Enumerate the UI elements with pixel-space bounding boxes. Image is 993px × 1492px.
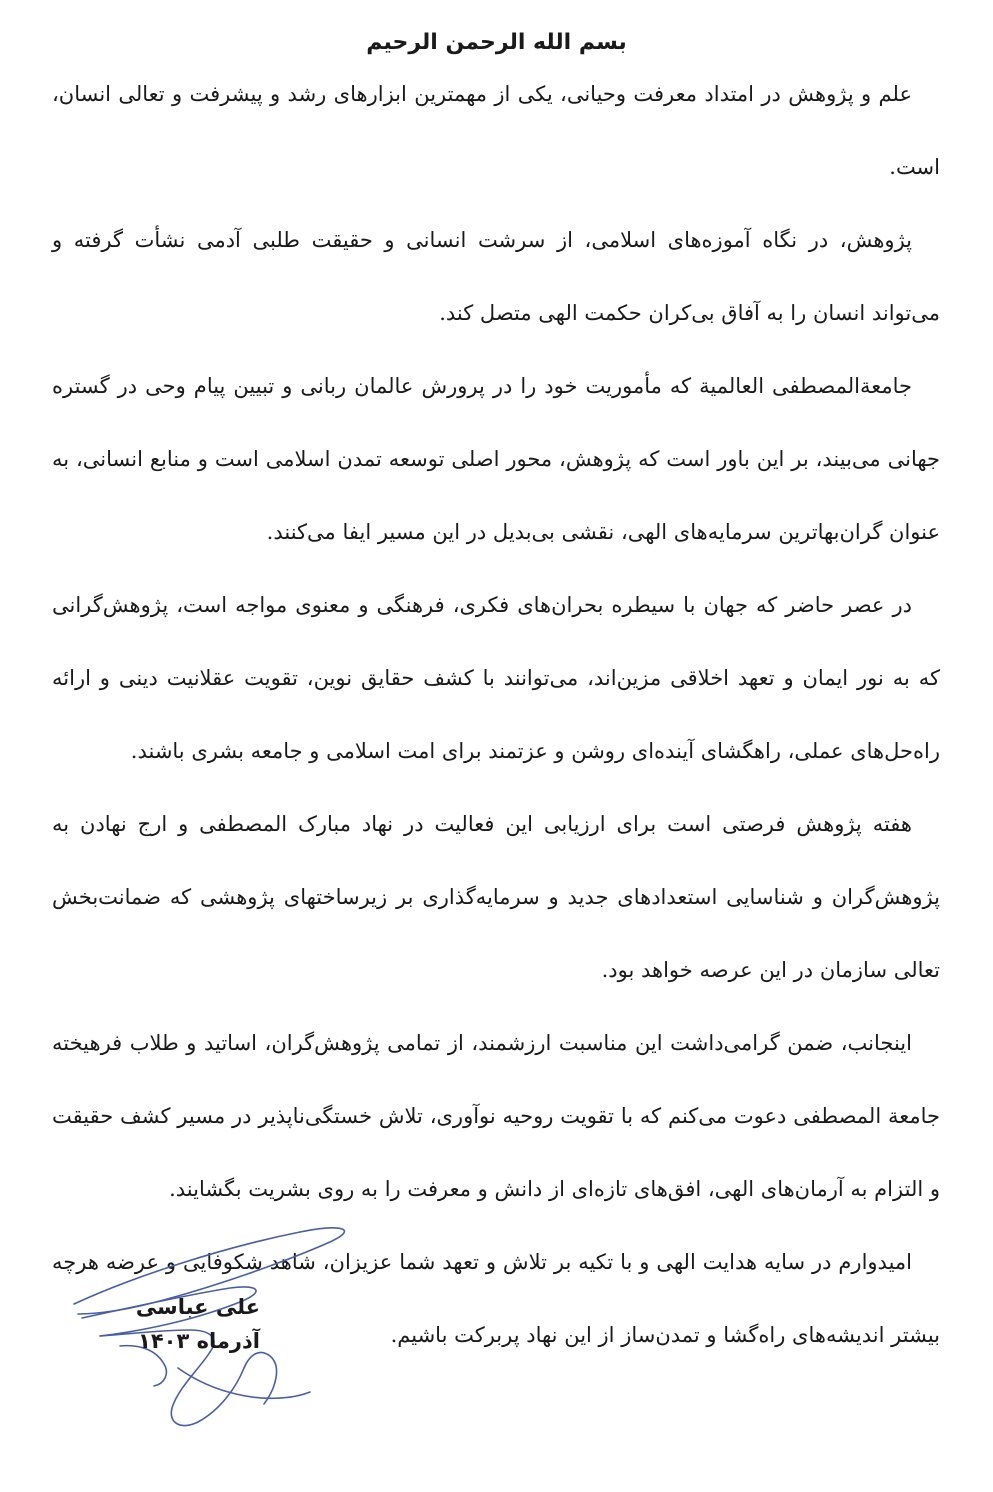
paragraph: پژوهش، در نگاه آموزه‌های اسلامی، از سرشت انسانی و حقیقت طلبی آدمی نشأت گرفته و می‌تواند انسان را به آفاق بی‌کران حکمت الهی متصل کند.: [52, 228, 940, 325]
signature-block: [120, 1290, 260, 1358]
paragraph: امیدوارم در سایه هدایت الهی و با تکیه بر تلاش و تعهد شما عزیزان، شاهد شکوفایی و عرضه هرچه بیشتر اندیشه‌های راه‌گشا و تمدن‌ساز از این نهاد پربرکت باشیم.: [52, 1250, 940, 1347]
paragraph: جامعةالمصطفی العالمیة که مأموریت خود را در پرورش عالمان ربانی و تبیین پیام وحی در گستره جهانی می‌بیند، بر این باور است که پژوهش، محور اصلی توسعه تمدن اسلامی است و منابع انسانی، به عنوان گران‌بهاترین سرمایه‌های الهی، نقشی بی‌بدیل در این مسیر ایفا می‌کنند.: [52, 374, 940, 544]
letter-body: [52, 58, 940, 1372]
paragraph: علم و پژوهش در امتداد معرفت وحیانی، یکی از مهمترین ابزارهای رشد و پیشرفت و تعالی انسان، است.: [52, 82, 940, 179]
paragraph: اینجانب، ضمن گرامی‌داشت این مناسبت ارزشمند، از تمامی پژوهش‌گران، اساتید و طلاب فرهیخته جامعة المصطفی دعوت می‌کنم که با تقویت روحیه نوآوری، تلاش خستگی‌ناپذیر در مسیر کشف حقیقت و التزام به آرمان‌های الهی، افق‌های تازه‌ای از دانش و معرفت را به روی بشریت بگشایند.: [52, 1031, 940, 1201]
paragraph: در عصر حاضر که جهان با سیطره بحران‌های فکری، فرهنگی و معنوی مواجه است، پژوهش‌گرانی که به نور ایمان و تعهد اخلاقی مزین‌اند، می‌توانند با کشف حقایق نوین، تقویت عقلانیت دینی و ارائه راه‌حل‌های عملی، راهگشای آینده‌ای روشن و عزتمند برای امت اسلامی و جامعه بشری باشند.: [52, 593, 940, 763]
letter-date: آذرماه ۱۴۰۳: [138, 1329, 260, 1353]
basmala-heading: بسم الله الرحمن الرحیم: [366, 30, 627, 55]
signer-name: علی عباسی: [135, 1295, 260, 1319]
paragraph: هفته پژوهش فرصتی است برای ارزیابی این فعالیت در نهاد مبارک المصطفی و ارج نهادن به پژوهش‌گران و شناسایی استعدادهای جدید و سرمایه‌گذاری بر زیرساختهای پژوهشی که ضمانت‌بخش تعالی سازمان در این عرصه خواهد بود.: [52, 812, 940, 982]
